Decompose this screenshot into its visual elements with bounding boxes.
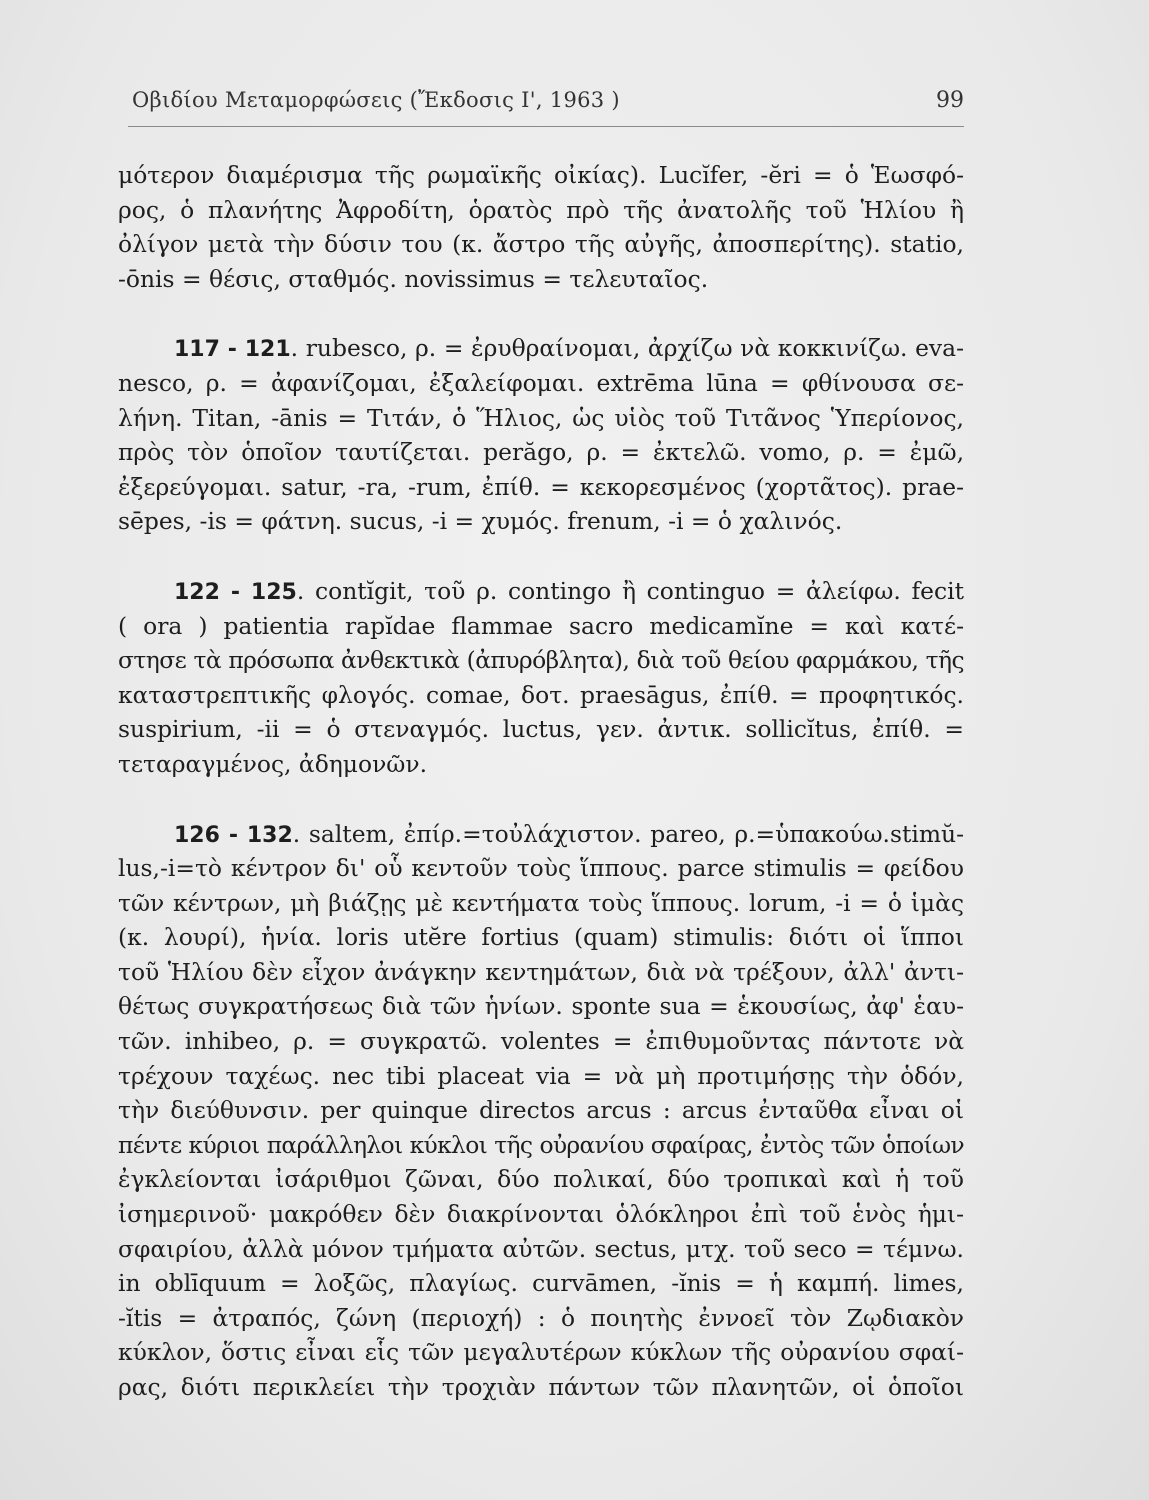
text-line: τοῦ Ἡλίου δὲν εἶχον ἀνάγκην κεντημάτων, διὰ νὰ τρέξουν, ἀλλ' ἀντι- — [118, 957, 964, 986]
paragraph-126-132 — [118, 817, 964, 1405]
text-line: lus,-i=τὸ κέντρον δι' οὗ κεντοῦν τοὺς ἵππους. parce stimulis = φείδου — [118, 854, 964, 883]
running-header — [132, 88, 964, 122]
text-line-rest: . saltem, ἐπίρ.=τοὐλάχιστον. pareo, ρ.=ὑπακούω.stimŭ- — [292, 819, 964, 848]
text-line: -ōnis = θέσις, σταθμός. novissimus = τελευταῖος. — [118, 264, 709, 293]
text-line — [118, 817, 964, 852]
text-line: in oblīquum = λοξῶς, πλαγίως. curvāmen, -ĭnis = ἡ καμπή. limes, — [118, 1269, 964, 1298]
text-line: (κ. λουρί), ἡνία. loris utĕre fortius (quam) stimulis: διότι οἱ ἵπποι — [118, 923, 964, 952]
text-line: sēpes, -is = φάτνη. sucus, -i = χυμός. frenum, -i = ὁ χαλινός. — [118, 507, 843, 536]
text-line: ἐγκλείονται ἰσάριθμοι ζῶναι, δύο πολικαί, δύο τροπικαὶ καὶ ἡ τοῦ — [118, 1165, 964, 1194]
text-line: τὴν διεύθυνσιν. per quinque directos arcus : arcus ἐνταῦθα εἶναι οἱ — [118, 1096, 964, 1125]
text-line: κύκλον, ὅστις εἶναι εἷς τῶν μεγαλυτέρων κύκλων τῆς οὐρανίου σφαί- — [118, 1338, 964, 1367]
text-line: σφαιρίου, ἀλλὰ μόνον τμήματα αὐτῶν. sectus, μτχ. τοῦ seco = τέμνω. — [118, 1234, 964, 1263]
text-line: πρὸς τὸν ὁποῖον ταυτίζεται. perăgo, ρ. = ἐκτελῶ. vomo, ρ. = ἐμῶ, — [118, 438, 964, 467]
text-line: τῶν κέντρων, μὴ βιάζῃς μὲ κεντήματα τοὺς ἵππους. lorum, -i = ὁ ἱμὰς — [118, 888, 964, 917]
paragraph-gap — [118, 539, 964, 574]
text-line: πέντε κύριοι παράλληλοι κύκλοι τῆς οὐρανίου σφαίρας, ἐντὸς τῶν ὁποίων — [118, 1130, 964, 1159]
verse-range-number: 122 - 125 — [174, 579, 297, 605]
verse-range-number: 126 - 132 — [174, 822, 293, 848]
text-line: nesco, ρ. = ἀφανίζομαι, ἐξαλείφομαι. extrēma lūna = φθίνουσα σε- — [118, 368, 964, 397]
text-line: καταστρεπτικῆς φλογός. comae, δοτ. praesāgus, ἐπίθ. = προφητικός. — [118, 680, 964, 709]
paragraph-122-125 — [118, 574, 964, 782]
text-line: τρέχουν ταχέως. nec tibi placeat via = νὰ μὴ προτιμήσῃς τὴν ὁδόν, — [118, 1061, 964, 1090]
paragraph-continuation — [118, 158, 964, 296]
text-line: θέτως συγκρατήσεως διὰ τῶν ἡνίων. sponte sua = ἑκουσίως, ἀφ' ἑαυ- — [118, 992, 964, 1021]
text-line — [118, 574, 964, 609]
header-rule — [128, 126, 964, 127]
paragraph-gap — [118, 782, 964, 817]
paragraph-117-121 — [118, 331, 964, 539]
text-line — [118, 331, 964, 366]
text-line: λήνη. Titan, -ānis = Τιτάν, ὁ Ἥλιος, ὡς υἱὸς τοῦ Τιτᾶνος Ὑπερίονος, — [118, 403, 964, 432]
body-text — [118, 158, 964, 1405]
page-number: 99 — [936, 88, 964, 113]
text-line: στησε τὰ πρόσωπα ἀνθεκτικὰ (ἀπυρόβλητα), διὰ τοῦ θείου φαρμάκου, τῆς — [118, 646, 964, 675]
verse-range-number: 117 - 121 — [174, 337, 291, 363]
text-line: suspirium, -ii = ὁ στεναγμός. luctus, γεν. ἀντικ. sollicĭtus, ἐπίθ. = — [118, 715, 964, 744]
text-line: τεταραγμένος, ἀδημονῶν. — [118, 749, 428, 778]
text-line: ἐξερεύγομαι. satur, -ra, -rum, ἐπίθ. = κεκορεσμένος (χορτᾶτος). prae- — [118, 472, 964, 501]
text-line: τῶν. inhibeo, ρ. = συγκρατῶ. volentes = ἐπιθυμοῦντας πάντοτε νὰ — [118, 1027, 964, 1056]
text-line: ἰσημερινοῦ· μακρόθεν δὲν διακρίνονται ὁλόκληροι ἐπὶ τοῦ ἑνὸς ἡμι- — [118, 1200, 964, 1229]
text-line: μότερον διαμέρισμα τῆς ρωμαϊκῆς οἰκίας). Lucĭfer, -ĕri = ὁ Ἑωσφό- — [118, 161, 964, 189]
text-line: ρας, διότι περικλείει τὴν τροχιὰν πάντων τῶν πλανητῶν, οἱ ὁποῖοι — [118, 1373, 964, 1401]
text-line-rest: . rubesco, ρ. = ἐρυθραίνομαι, ἀρχίζω νὰ κοκκινίζω. eva- — [290, 334, 964, 363]
text-line-rest: . contĭgit, τοῦ ρ. contingo ἢ continguo = ἀλείφω. fecit — [296, 576, 964, 605]
text-line: ὀλίγον μετὰ τὴν δύσιν του (κ. ἄστρο τῆς αὐγῆς, ἀποσπερίτης). statio, — [118, 230, 964, 259]
text-line: -ĭtis = ἀτραπός, ζώνη (περιοχή) : ὁ ποιητὴς ἐννοεῖ τὸν Ζῳδιακὸν — [118, 1303, 964, 1332]
paragraph-gap — [118, 296, 964, 331]
header-title: Οβιδίου Μεταμορφώσεις (Ἔκδοσις Ι', 1963 ) — [132, 88, 620, 112]
text-line: ρος, ὁ πλανήτης Ἀφροδίτη, ὁρατὸς πρὸ τῆς ἀνατολῆς τοῦ Ἡλίου ἢ — [118, 195, 964, 224]
text-line: ( ora ) patientia rapĭdae flammae sacro medicamĭne = καὶ κατέ- — [118, 611, 964, 640]
